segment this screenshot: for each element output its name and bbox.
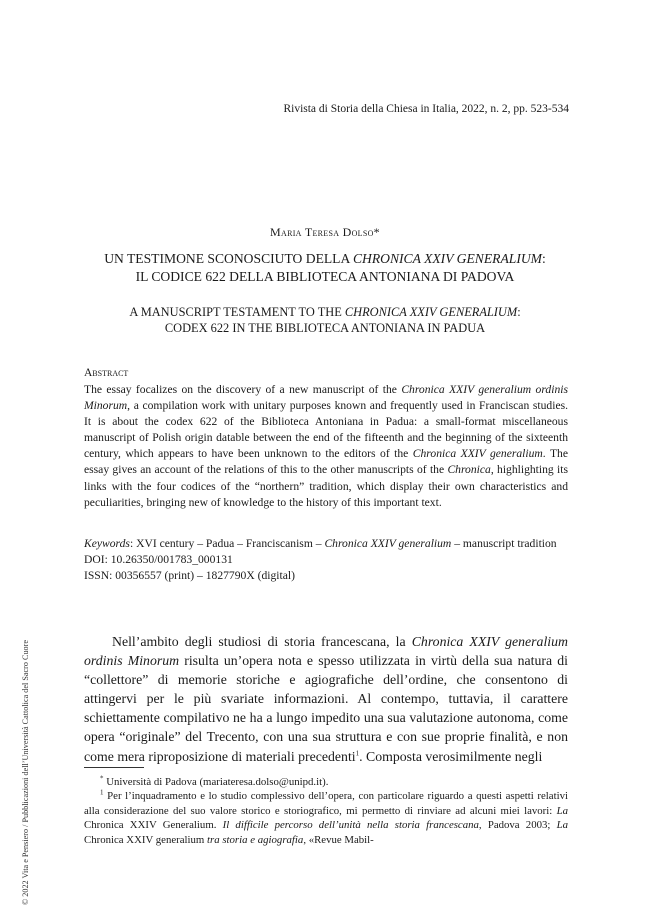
footnote-part: Chronica XXIV Generalium	[84, 819, 214, 832]
footnote-part: .	[213, 819, 223, 832]
footnote-mark-1: 1	[100, 788, 104, 797]
abstract-italic: Chronica XXIV generalium	[412, 447, 543, 461]
body-part: risulta un’opera nota e spesso utilizzata in virtù della sua natura di “collettore” di memorie storiche e agiografiche dell’ordine, che consentono di attingervi per le più svariate informazioni. Al contempo, tuttavia, il carattere schiettamente compilativo ne ha a lungo impedito una sua valutazione autonoma, come opera “originale” del Trecento, con una sua struttura e con sue proprie finalità, e non come mera riproposizione di materiali precedenti	[84, 653, 568, 764]
footnote-part: , Padova 2003;	[478, 819, 557, 832]
footnote-italic: Il difficile percorso dell’unità nella storia francescana	[222, 819, 479, 832]
footnotes	[84, 775, 568, 847]
abstract-italic: Chronica XXIV generalium ordinis Minorum	[84, 383, 568, 413]
author-name: Maria Teresa Dolso*	[270, 225, 380, 239]
footnote-part: Per l’inquadramento e lo studio complessivo dell’opera, con particolare riguardo a questi aspetti relativi alla considerazione del suo valore storico e storiografico, mi permetto di rinviare ad alcuni miei lavori:	[84, 790, 568, 817]
issn-line: ISSN: 00356557 (print) – 1827790X (digital)	[84, 569, 295, 583]
footnote-part: , «Revue Mabil-	[303, 833, 374, 846]
title-english-line2: CODEX 622 IN THE BIBLIOTECA ANTONIANA IN PADUA	[164, 321, 486, 335]
footnote-reference: 1	[355, 748, 360, 757]
keywords-text: : XVI century – Padua – Franciscanism –	[129, 537, 325, 550]
footnote-italic: La	[556, 819, 568, 832]
footnote-1	[84, 789, 568, 847]
title-italian-line1	[80, 250, 570, 268]
article-metadata	[84, 536, 568, 584]
footnote-affiliation	[84, 775, 568, 789]
keywords-italic: Chronica XXIV generalium	[324, 537, 452, 550]
body-part: . Composta verosimilmente negli	[359, 748, 543, 764]
copyright-side-note: © 2022 Vita e Pensiero / Pubblicazioni dell’Università Cattolica del Sacro Cuore	[21, 639, 30, 905]
keywords-line	[84, 536, 568, 552]
title-english	[80, 304, 570, 336]
doi-line: DOI: 10.26350/001783_000131	[84, 553, 233, 567]
footnote-affiliation-text: Università di Padova (mariateresa.dolso@unipd.it).	[103, 776, 329, 788]
keywords-text-end: – manuscript tradition	[451, 537, 557, 550]
title-italian-line1-italic: CHRONICA XXIV GENERALIUM	[352, 251, 542, 266]
title-english-line1-text: A MANUSCRIPT TESTAMENT TO THE	[129, 305, 345, 319]
keywords-label: Keywords	[84, 537, 130, 550]
title-english-line1	[80, 304, 570, 320]
title-english-line1-colon: :	[517, 305, 521, 319]
abstract-part: , a compilation work with unitary purposes known and frequently used in Franciscan studies. It is about the codex 622 of the Biblioteca Antoniana in Padua: a small-format miscellaneous manuscript of Polish origin datable between the end of the fifteenth and the beginning of the sixteenth century, which appears to have been unknown to the editors of the	[84, 399, 568, 461]
title-italian	[80, 250, 570, 285]
abstract-part: , highlighting its links with the four codices of the “northern” tradition, which display their own characteristics and peculiarities, bringing new of knowledge to the history of this important text.	[84, 463, 568, 509]
title-italian-line1-text: UN TESTIMONE SCONOSCIUTO DELLA	[104, 251, 353, 266]
abstract-italic: Chronica	[447, 463, 491, 477]
title-english-line1-italic: CHRONICA XXIV GENERALIUM	[344, 305, 518, 319]
abstract-part: . The essay gives an account of the relations of this to the other manuscripts of the	[84, 447, 568, 477]
abstract-part: The essay focalizes on the discovery of a new manuscript of the	[84, 383, 402, 396]
footnote-mark-star: *	[100, 774, 104, 783]
footnote-divider	[84, 767, 144, 768]
abstract-text	[84, 382, 568, 511]
body-paragraph	[84, 632, 568, 766]
title-italian-line2: IL CODICE 622 DELLA BIBLIOTECA ANTONIANA DI PADOVA	[135, 268, 515, 284]
journal-reference: Rivista di Storia della Chiesa in Italia, 2022, n. 2, pp. 523-534	[283, 103, 569, 115]
title-italian-line1-colon: :	[542, 251, 546, 266]
footnote-part: Chronica XXIV generalium	[84, 833, 208, 846]
footnote-italic: La	[556, 804, 568, 817]
body-italic: Chronica XXIV generalium ordinis Minorum	[84, 634, 568, 669]
footnote-italic: tra storia e agiografia	[207, 833, 304, 846]
abstract-heading: Abstract	[84, 367, 129, 379]
body-part: Nell’ambito degli studiosi di storia francescana, la	[112, 634, 412, 649]
